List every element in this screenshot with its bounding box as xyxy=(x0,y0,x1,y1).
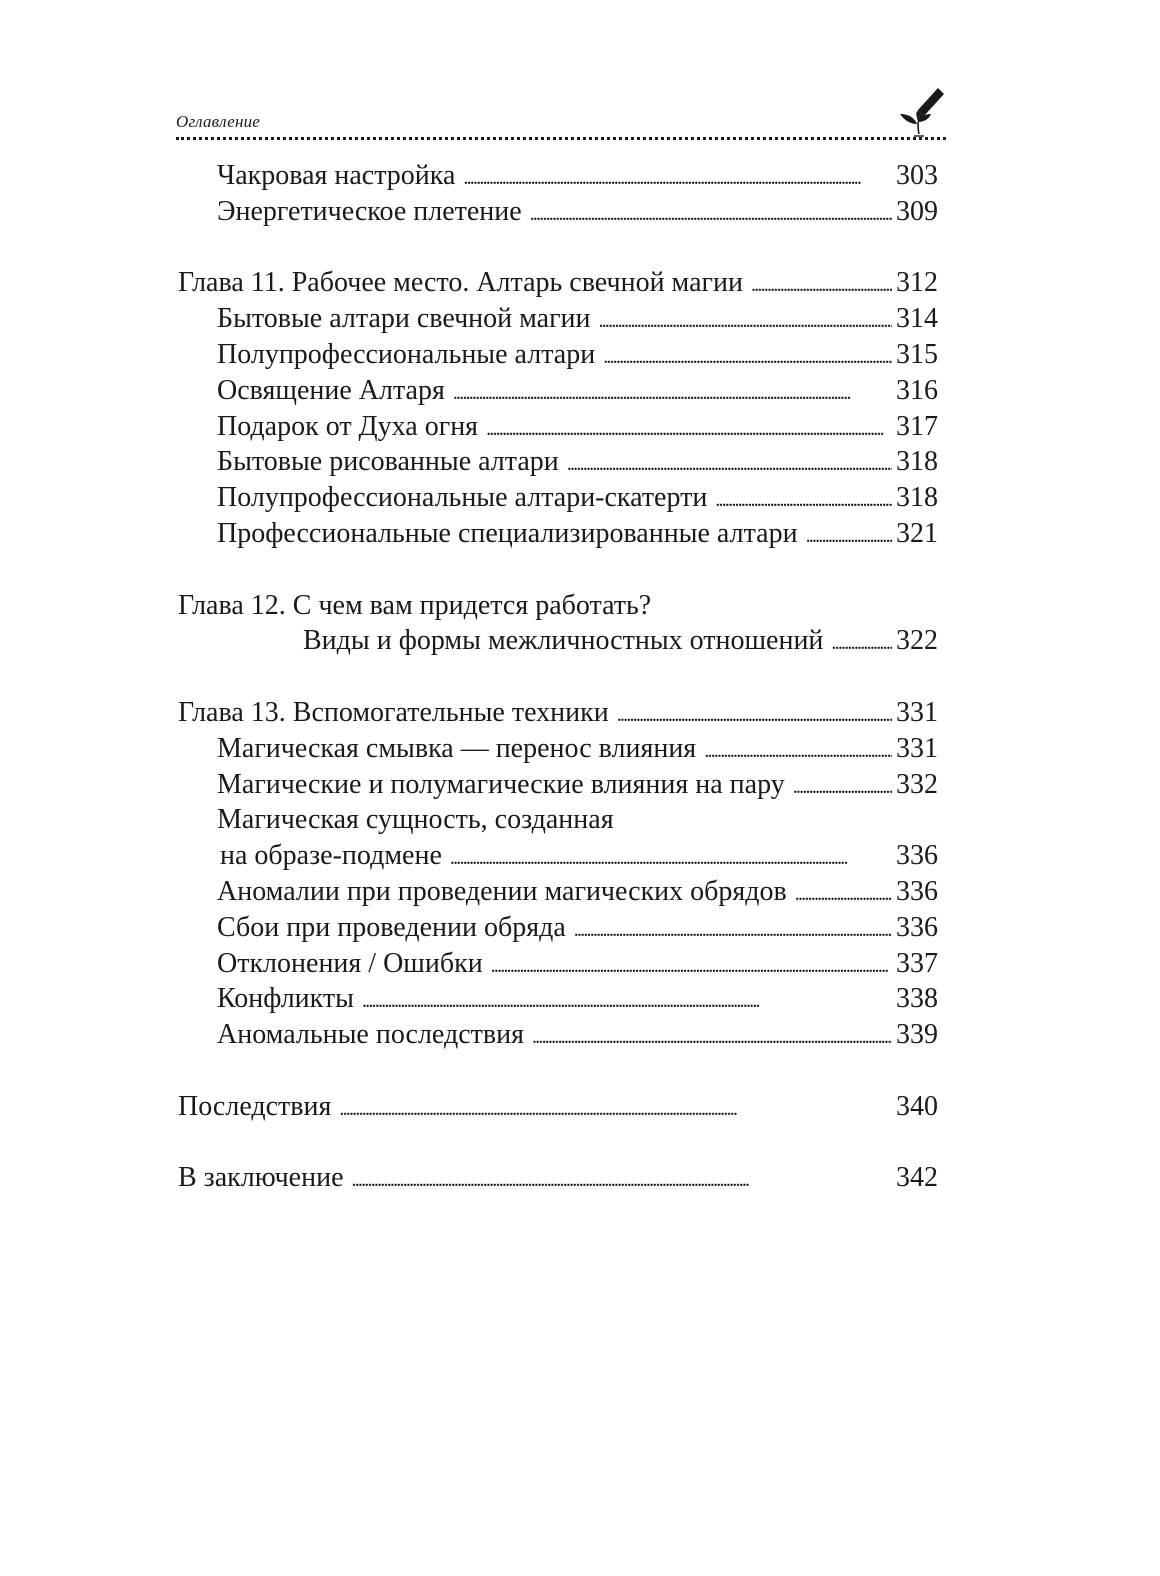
toc-page-number: 339 xyxy=(896,1019,938,1051)
toc-entry-title: Аномальные последствия xyxy=(217,1019,524,1051)
toc-subentry[interactable] xyxy=(178,409,938,445)
toc-chapter-entry[interactable] xyxy=(178,265,938,301)
toc-page-number: 303 xyxy=(896,160,938,191)
toc-subentry[interactable] xyxy=(178,158,938,194)
toc-entry-title: Глава 11. Рабочее место. Алтарь свечной магии xyxy=(178,267,743,299)
toc-entry-title: Аномалии при проведении магических обрядов xyxy=(217,875,787,907)
toc-chapter-entry[interactable] xyxy=(178,588,938,624)
toc-section-gap xyxy=(178,1053,938,1089)
toc-chapter-entry[interactable] xyxy=(178,1160,938,1196)
toc-page-number: 342 xyxy=(896,1162,938,1194)
toc-leader-dots xyxy=(567,444,892,480)
toc-subentry[interactable] xyxy=(178,946,938,982)
toc-leader-dots xyxy=(362,981,892,1017)
toc-chapter-entry[interactable] xyxy=(178,1089,938,1125)
toc-leader-dots xyxy=(463,158,892,194)
toc-leader-dots xyxy=(599,301,892,337)
toc-leader-dots xyxy=(450,838,892,874)
toc-page-number: 312 xyxy=(896,267,938,299)
toc-entry-title: Последствия xyxy=(178,1090,332,1122)
table-of-contents xyxy=(178,158,938,1196)
pen-with-sprout-icon xyxy=(894,86,946,138)
toc-page-number: 318 xyxy=(896,482,938,514)
toc-section-gap xyxy=(178,552,938,588)
toc-page-number: 331 xyxy=(896,696,938,728)
toc-subentry[interactable] xyxy=(178,1017,938,1053)
toc-subentry[interactable] xyxy=(178,874,938,910)
toc-subentry[interactable] xyxy=(178,767,938,803)
toc-page-number: 318 xyxy=(896,446,938,478)
toc-subentry[interactable] xyxy=(178,623,938,659)
toc-entry-title: Бытовые рисованные алтари xyxy=(217,446,559,478)
toc-entry-title: Освящение Алтаря xyxy=(217,374,445,406)
toc-leader-dots xyxy=(704,731,892,767)
toc-leader-dots xyxy=(715,480,892,516)
toc-page-number: 321 xyxy=(896,517,938,549)
toc-leader-dots xyxy=(793,767,892,803)
toc-page-number: 317 xyxy=(896,410,938,442)
toc-page-number: 340 xyxy=(896,1090,938,1122)
toc-section-gap xyxy=(178,230,938,266)
toc-leader-dots xyxy=(574,910,892,946)
toc-entry-title: Отклонения / Ошибки xyxy=(217,947,483,979)
toc-entry-title: Сбои при проведении обряда xyxy=(217,911,566,943)
toc-entry-title: Энергетическое плетение xyxy=(217,195,522,227)
toc-leader-dots xyxy=(339,1089,892,1125)
toc-leader-dots xyxy=(453,373,892,409)
toc-page-number: 338 xyxy=(896,983,938,1015)
toc-chapter-entry[interactable] xyxy=(178,695,938,731)
toc-subentry[interactable] xyxy=(178,194,938,230)
toc-page-number: 337 xyxy=(896,947,938,979)
toc-subentry[interactable] xyxy=(178,516,938,552)
toc-leader-dots xyxy=(617,695,892,731)
toc-leader-dots xyxy=(530,194,892,230)
toc-page-number: 322 xyxy=(896,625,938,657)
toc-entry-title: Подарок от Духа огня xyxy=(217,410,479,442)
toc-entry-title: на образе-подмене xyxy=(220,840,442,872)
header-dotted-rule xyxy=(176,137,946,140)
toc-page-number: 309 xyxy=(896,195,938,227)
toc-page-number: 332 xyxy=(896,768,938,800)
toc-leader-dots xyxy=(806,516,892,552)
toc-subentry[interactable] xyxy=(178,802,938,838)
toc-entry-title: Полупрофессиональные алтари xyxy=(217,338,596,370)
toc-page-number: 336 xyxy=(896,875,938,907)
toc-page-number: 316 xyxy=(896,374,938,406)
toc-page-number: 315 xyxy=(896,338,938,370)
toc-leader-dots xyxy=(532,1017,892,1053)
toc-subentry[interactable] xyxy=(178,910,938,946)
toc-subentry[interactable] xyxy=(178,444,938,480)
toc-subentry[interactable] xyxy=(178,373,938,409)
toc-leader-dots xyxy=(603,337,892,373)
toc-subentry[interactable] xyxy=(178,981,938,1017)
toc-leader-dots xyxy=(795,874,892,910)
toc-entry-title: Магическая смывка — перенос влияния xyxy=(217,732,697,764)
toc-leader-dots xyxy=(491,946,892,982)
toc-entry-title: Глава 13. Вспомогательные техники xyxy=(178,696,609,728)
toc-page-number: 314 xyxy=(896,303,938,335)
toc-entry-title: Виды и формы межличностных отношений xyxy=(303,625,824,657)
toc-section-gap xyxy=(178,1125,938,1161)
toc-section-gap xyxy=(178,659,938,695)
toc-entry-title: Глава 12. С чем вам придется работать? xyxy=(178,589,652,621)
toc-subentry[interactable] xyxy=(178,838,938,874)
header-title: Оглавление xyxy=(176,112,261,131)
running-header xyxy=(176,108,946,144)
toc-entry-title: Конфликты xyxy=(217,983,354,1015)
toc-entry-title: В заключение xyxy=(178,1162,344,1194)
toc-entry-title: Магические и полумагические влияния на пару xyxy=(217,768,785,800)
toc-page-number: 336 xyxy=(896,911,938,943)
toc-subentry[interactable] xyxy=(178,337,938,373)
toc-entry-title: Полупрофессиональные алтари-скатерти xyxy=(217,482,708,514)
toc-leader-dots xyxy=(831,623,892,659)
toc-leader-dots xyxy=(352,1160,893,1196)
toc-entry-title: Магическая сущность, созданная xyxy=(217,804,614,836)
toc-subentry[interactable] xyxy=(178,731,938,767)
toc-entry-title: Чакровая настройка xyxy=(217,160,456,191)
toc-subentry[interactable] xyxy=(178,480,938,516)
toc-page-number: 336 xyxy=(896,840,938,872)
toc-subentry[interactable] xyxy=(178,301,938,337)
toc-leader-dots xyxy=(751,265,892,301)
toc-page-number: 331 xyxy=(896,732,938,764)
toc-leader-dots xyxy=(486,409,892,445)
toc-entry-title: Профессиональные специализированные алтари xyxy=(217,517,798,549)
toc-entry-title: Бытовые алтари свечной магии xyxy=(217,303,591,335)
